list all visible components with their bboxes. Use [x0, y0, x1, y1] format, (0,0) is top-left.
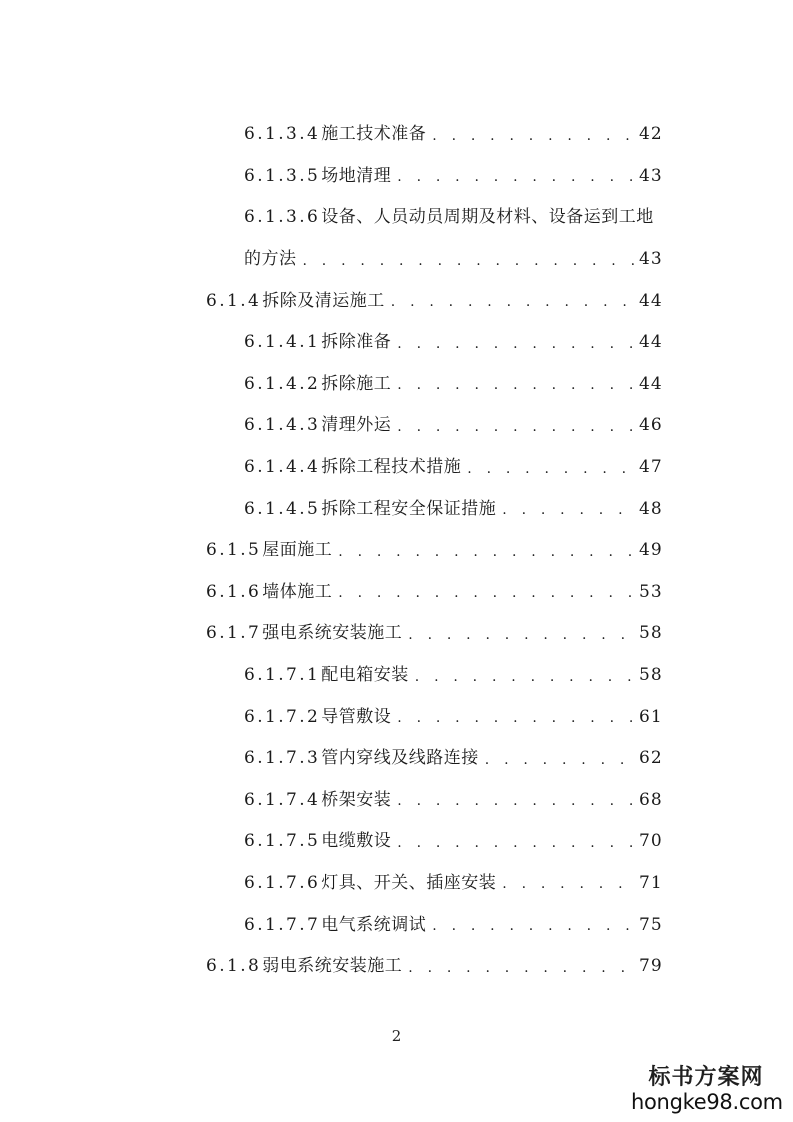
- toc-entry-title: 电气系统调试: [321, 914, 427, 935]
- toc-entry-number: 6.1.7.6: [244, 872, 321, 893]
- toc-entry-title: 的方法: [244, 249, 297, 270]
- toc-dot-leader: [397, 794, 635, 808]
- toc-entry[interactable]: [206, 530, 661, 572]
- toc-entry-number: 6.1.4: [206, 290, 262, 311]
- toc-dot-leader: [397, 711, 635, 725]
- toc-entry-number: 6.1.4.3: [244, 415, 321, 436]
- toc-entry[interactable]: [206, 696, 661, 738]
- toc-entry-title: 强电系统安装施工: [262, 623, 403, 644]
- toc-entry-page: 58: [639, 665, 663, 686]
- toc-entry-number: 6.1.3.4: [244, 124, 321, 145]
- toc-entry-page: 44: [639, 332, 663, 353]
- toc-entry[interactable]: [206, 488, 661, 530]
- toc-entry-number: 6.1.4.5: [244, 498, 321, 519]
- toc-entry-page: 44: [639, 290, 663, 311]
- toc-entry[interactable]: [206, 780, 661, 822]
- toc-entry-number: 6.1.4.1: [244, 332, 321, 353]
- toc-entry-title: 电缆敷设: [321, 831, 392, 852]
- toc-entry-number: 6.1.7.5: [244, 831, 321, 852]
- toc-entry[interactable]: [206, 364, 661, 406]
- toc-entry-page: 61: [639, 706, 663, 727]
- toc-entry[interactable]: [206, 322, 661, 364]
- toc-entry[interactable]: [206, 863, 661, 905]
- toc-dot-leader: [338, 545, 635, 559]
- toc-entry[interactable]: [206, 447, 661, 489]
- toc-dot-leader: [415, 670, 635, 684]
- watermark-logo: [631, 1064, 781, 1114]
- toc-entry-page: 62: [639, 748, 663, 769]
- toc-entry-number: 6.1.7.1: [244, 665, 321, 686]
- toc-entry[interactable]: [206, 655, 661, 697]
- toc-entry-page: 44: [639, 373, 663, 394]
- toc-entry-page: 70: [639, 831, 663, 852]
- toc-entry[interactable]: [206, 946, 661, 988]
- toc-entry-page: 71: [639, 872, 663, 893]
- toc-dot-leader: [397, 420, 635, 434]
- toc-entry[interactable]: [206, 613, 661, 655]
- toc-dot-leader: [502, 503, 635, 517]
- toc-entry-number: 6.1.8: [206, 956, 262, 977]
- toc-dot-leader: [408, 961, 635, 975]
- toc-entry-title: 桥架安装: [321, 789, 392, 810]
- toc-entry[interactable]: [206, 738, 661, 780]
- toc-entry-title: 墙体施工: [262, 581, 333, 602]
- toc-dot-leader: [397, 836, 635, 850]
- toc-entry-title: 弱电系统安装施工: [262, 956, 403, 977]
- toc-entry-title: 拆除及清运施工: [262, 290, 385, 311]
- toc-entry-page: 68: [639, 789, 663, 810]
- toc-entry-page: 58: [639, 623, 663, 644]
- watermark-site-name: 标书方案网: [648, 1064, 764, 1090]
- toc-dot-leader: [432, 129, 635, 143]
- toc-entry-title: 拆除工程技术措施: [321, 457, 462, 478]
- toc-entry-number: 6.1.3.6: [244, 207, 321, 228]
- toc-entry-page: 43: [639, 249, 663, 270]
- toc-entry-page: 49: [639, 540, 663, 561]
- toc-entry-title: 场地清理: [321, 165, 392, 186]
- toc-entry-title: 灯具、开关、插座安装: [321, 872, 497, 893]
- toc-dot-leader: [303, 254, 636, 268]
- toc-entry-title: 拆除施工: [321, 373, 392, 394]
- toc-dot-leader: [397, 170, 635, 184]
- toc-entry-page: 53: [639, 581, 663, 602]
- toc-entry[interactable]: [206, 904, 661, 946]
- toc-entry-page: 42: [639, 124, 663, 145]
- toc-dot-leader: [338, 586, 635, 600]
- toc-entry-page: 43: [639, 165, 663, 186]
- page-number: 2: [391, 1027, 402, 1045]
- toc-entry-number: 6.1.7: [206, 623, 262, 644]
- toc-entry[interactable]: [206, 239, 661, 281]
- toc-dot-leader: [391, 295, 635, 309]
- toc-dot-leader: [485, 753, 635, 767]
- toc-entry-title: 清理外运: [321, 415, 392, 436]
- toc-dot-leader: [502, 877, 635, 891]
- toc-entry[interactable]: [206, 197, 661, 239]
- toc-dot-leader: [397, 378, 635, 392]
- toc-dot-leader: [397, 337, 635, 351]
- toc-entry-page: 48: [639, 498, 663, 519]
- toc-entry-page: 46: [639, 415, 663, 436]
- toc-dot-leader: [408, 628, 635, 642]
- toc-entry-number: 6.1.7.2: [244, 706, 321, 727]
- toc-entry-number: 6.1.4.2: [244, 373, 321, 394]
- toc-entry-title: 导管敷设: [321, 706, 392, 727]
- toc-entry-title: 施工技术准备: [321, 124, 427, 145]
- toc-entry-title: 设备、人员动员周期及材料、设备运到工地: [321, 207, 654, 228]
- toc-entry-title: 屋面施工: [262, 540, 333, 561]
- toc-entry[interactable]: [206, 156, 661, 198]
- toc-entry-number: 6.1.7.7: [244, 914, 321, 935]
- toc-dot-leader: [467, 462, 635, 476]
- toc-entry-page: 79: [639, 956, 663, 977]
- toc-entry-page: 75: [639, 914, 663, 935]
- toc-entry-number: 6.1.5: [206, 540, 262, 561]
- toc-entry[interactable]: [206, 405, 661, 447]
- toc-entry-number: 6.1.7.4: [244, 789, 321, 810]
- toc-entry[interactable]: [206, 280, 661, 322]
- toc-entry-number: 6.1.4.4: [244, 457, 321, 478]
- table-of-contents: [206, 114, 661, 987]
- toc-entry[interactable]: [206, 572, 661, 614]
- toc-entry[interactable]: [206, 114, 661, 156]
- toc-dot-leader: [432, 919, 635, 933]
- toc-entry-page: 47: [639, 457, 663, 478]
- toc-entry-number: 6.1.7.3: [244, 748, 321, 769]
- toc-entry-title: 管内穿线及线路连接: [321, 748, 479, 769]
- toc-entry[interactable]: [206, 821, 661, 863]
- toc-entry-number: 6.1.3.5: [244, 165, 321, 186]
- toc-entry-title: 拆除准备: [321, 332, 392, 353]
- toc-entry-number: 6.1.6: [206, 581, 262, 602]
- toc-entry-title: 拆除工程安全保证措施: [321, 498, 497, 519]
- watermark-url: hongke98.com: [631, 1090, 783, 1114]
- toc-entry-title: 配电箱安装: [321, 665, 409, 686]
